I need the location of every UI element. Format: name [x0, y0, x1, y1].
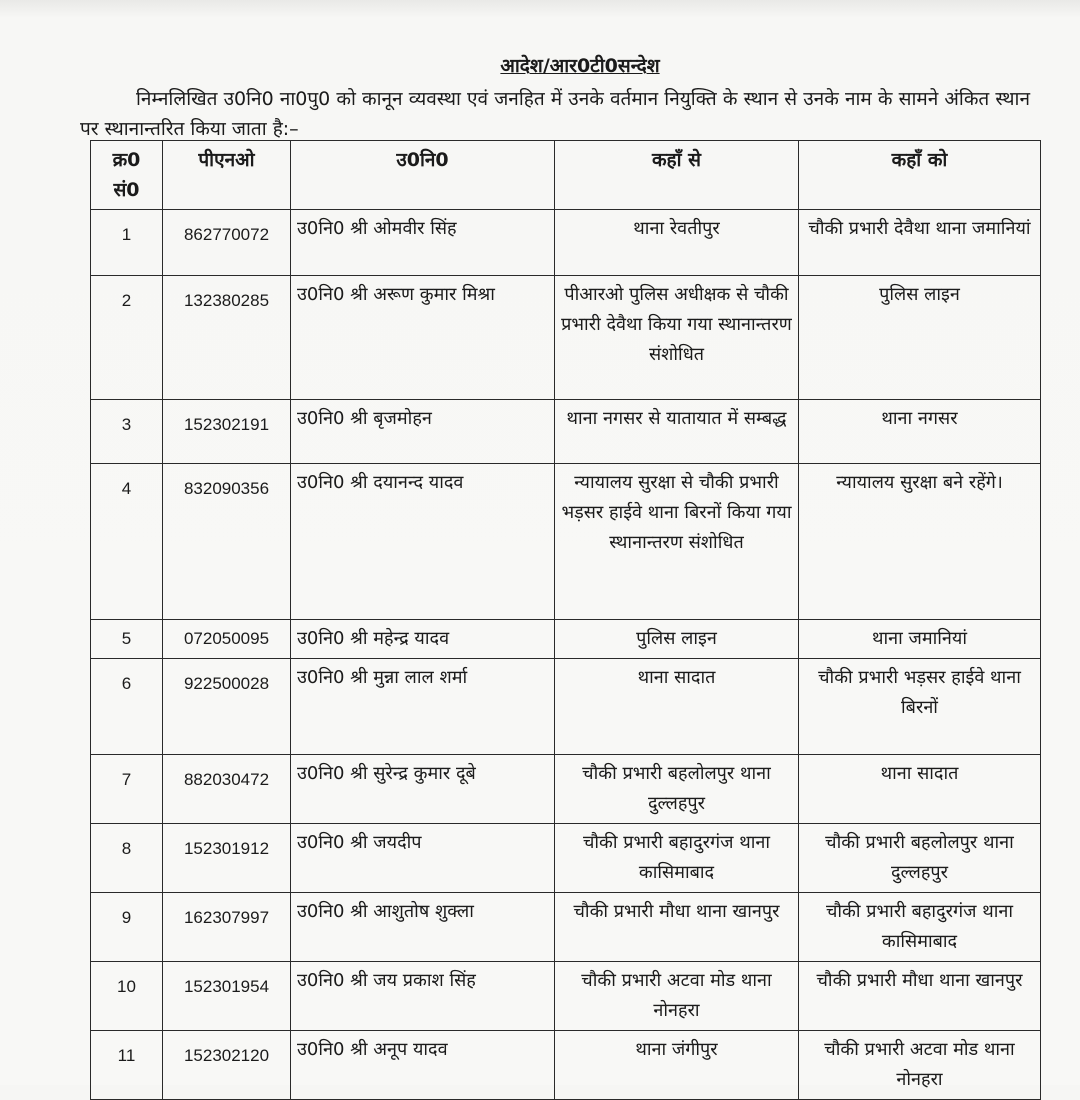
table-row: [91, 276, 1041, 400]
header-from: कहाँ से: [555, 141, 799, 210]
document-title: आदेश/आर0टी0सन्देश: [500, 55, 660, 77]
cell-pno: 072050095: [163, 620, 291, 659]
cell-officer-name: उ0नि0 श्री अरूण कुमार मिश्रा: [291, 276, 555, 400]
cell-officer-name: उ0नि0 श्री जयदीप: [291, 824, 555, 893]
cell-to: चौकी प्रभारी मौधा थाना खानपुर: [799, 962, 1041, 1031]
cell-from: चौकी प्रभारी बहादुरगंज थाना कासिमाबाद: [555, 824, 799, 893]
cell-to: पुलिस लाइन: [799, 276, 1041, 400]
cell-officer-name: उ0नि0 श्री बृजमोहन: [291, 400, 555, 464]
cell-serial-number: 8: [91, 824, 163, 893]
cell-from: चौकी प्रभारी मौधा थाना खानपुर: [555, 893, 799, 962]
cell-serial-number: 6: [91, 659, 163, 755]
cell-officer-name: उ0नि0 श्री ओमवीर सिंह: [291, 210, 555, 276]
cell-serial-number: 11: [91, 1031, 163, 1100]
cell-officer-name: उ0नि0 श्री सुरेन्द्र कुमार दूबे: [291, 755, 555, 824]
cell-officer-name: उ0नि0 श्री अनूप यादव: [291, 1031, 555, 1100]
cell-to: चौकी प्रभारी देवैथा थाना जमानियां: [799, 210, 1041, 276]
cell-to: चौकी प्रभारी बहलोलपुर थाना दुल्लहपुर: [799, 824, 1041, 893]
cell-serial-number: 3: [91, 400, 163, 464]
cell-pno: 132380285: [163, 276, 291, 400]
cell-officer-name: उ0नि0 श्री महेन्द्र यादव: [291, 620, 555, 659]
table-row: [91, 620, 1041, 659]
header-pno: पीएनओ: [163, 141, 291, 210]
cell-pno: 922500028: [163, 659, 291, 755]
cell-pno: 152302191: [163, 400, 291, 464]
cell-serial-number: 10: [91, 962, 163, 1031]
cell-pno: 152301954: [163, 962, 291, 1031]
header-serial-number: क्र0 सं0: [91, 141, 163, 210]
cell-to: न्यायालय सुरक्षा बने रहेंगे।: [799, 464, 1041, 620]
cell-pno: 862770072: [163, 210, 291, 276]
cell-from: पीआरओ पुलिस अधीक्षक से चौकी प्रभारी देवैथा किया गया स्थानान्तरण संशोधित: [555, 276, 799, 400]
cell-to: चौकी प्रभारी अटवा मोड थाना नोनहरा: [799, 1031, 1041, 1100]
transfer-table: [90, 140, 1041, 1100]
cell-pno: 152302120: [163, 1031, 291, 1100]
cell-officer-name: उ0नि0 श्री आशुतोष शुक्ला: [291, 893, 555, 962]
cell-to: चौकी प्रभारी बहादुरगंज थाना कासिमाबाद: [799, 893, 1041, 962]
cell-from: थाना सादात: [555, 659, 799, 755]
cell-from: चौकी प्रभारी बहलोलपुर थाना दुल्लहपुर: [555, 755, 799, 824]
table-row: [91, 962, 1041, 1031]
cell-pno: 882030472: [163, 755, 291, 824]
cell-serial-number: 9: [91, 893, 163, 962]
cell-from: न्यायालय सुरक्षा से चौकी प्रभारी भड़सर हाईवे थाना बिरनों किया गया स्थानान्तरण संशोधित: [555, 464, 799, 620]
cell-serial-number: 1: [91, 210, 163, 276]
table-row: [91, 400, 1041, 464]
cell-from: पुलिस लाइन: [555, 620, 799, 659]
table-row: [91, 210, 1041, 276]
cell-from: थाना रेवतीपुर: [555, 210, 799, 276]
cell-from: चौकी प्रभारी अटवा मोड थाना नोनहरा: [555, 962, 799, 1031]
cell-officer-name: उ0नि0 श्री दयानन्द यादव: [291, 464, 555, 620]
table-row: [91, 755, 1041, 824]
intro-paragraph: निम्नलिखित उ0नि0 ना0पु0 को कानून व्यवस्था एवं जनहित में उनके वर्तमान नियुक्ति के स्थान से उनके नाम के सामने अंकित स्थान पर स्थानान्तरित किया जाता है:–: [80, 88, 1031, 140]
table-row: [91, 893, 1041, 962]
cell-serial-number: 2: [91, 276, 163, 400]
cell-to: थाना जमानियां: [799, 620, 1041, 659]
table-row: [91, 1031, 1041, 1100]
cell-from: थाना जंगीपुर: [555, 1031, 799, 1100]
cell-officer-name: उ0नि0 श्री मुन्ना लाल शर्मा: [291, 659, 555, 755]
cell-to: चौकी प्रभारी भड़सर हाईवे थाना बिरनों: [799, 659, 1041, 755]
cell-pno: 152301912: [163, 824, 291, 893]
cell-pno: 832090356: [163, 464, 291, 620]
header-to: कहाँ को: [799, 141, 1041, 210]
cell-to: थाना नगसर: [799, 400, 1041, 464]
table-row: [91, 824, 1041, 893]
header-officer-name: उ0नि0: [291, 141, 555, 210]
cell-officer-name: उ0नि0 श्री जय प्रकाश सिंह: [291, 962, 555, 1031]
cell-serial-number: 5: [91, 620, 163, 659]
cell-from: थाना नगसर से यातायात में सम्बद्ध: [555, 400, 799, 464]
cell-serial-number: 7: [91, 755, 163, 824]
cell-to: थाना सादात: [799, 755, 1041, 824]
table-row: [91, 659, 1041, 755]
table-row: [91, 464, 1041, 620]
cell-pno: 162307997: [163, 893, 291, 962]
table-header-row: [91, 141, 1041, 210]
cell-serial-number: 4: [91, 464, 163, 620]
